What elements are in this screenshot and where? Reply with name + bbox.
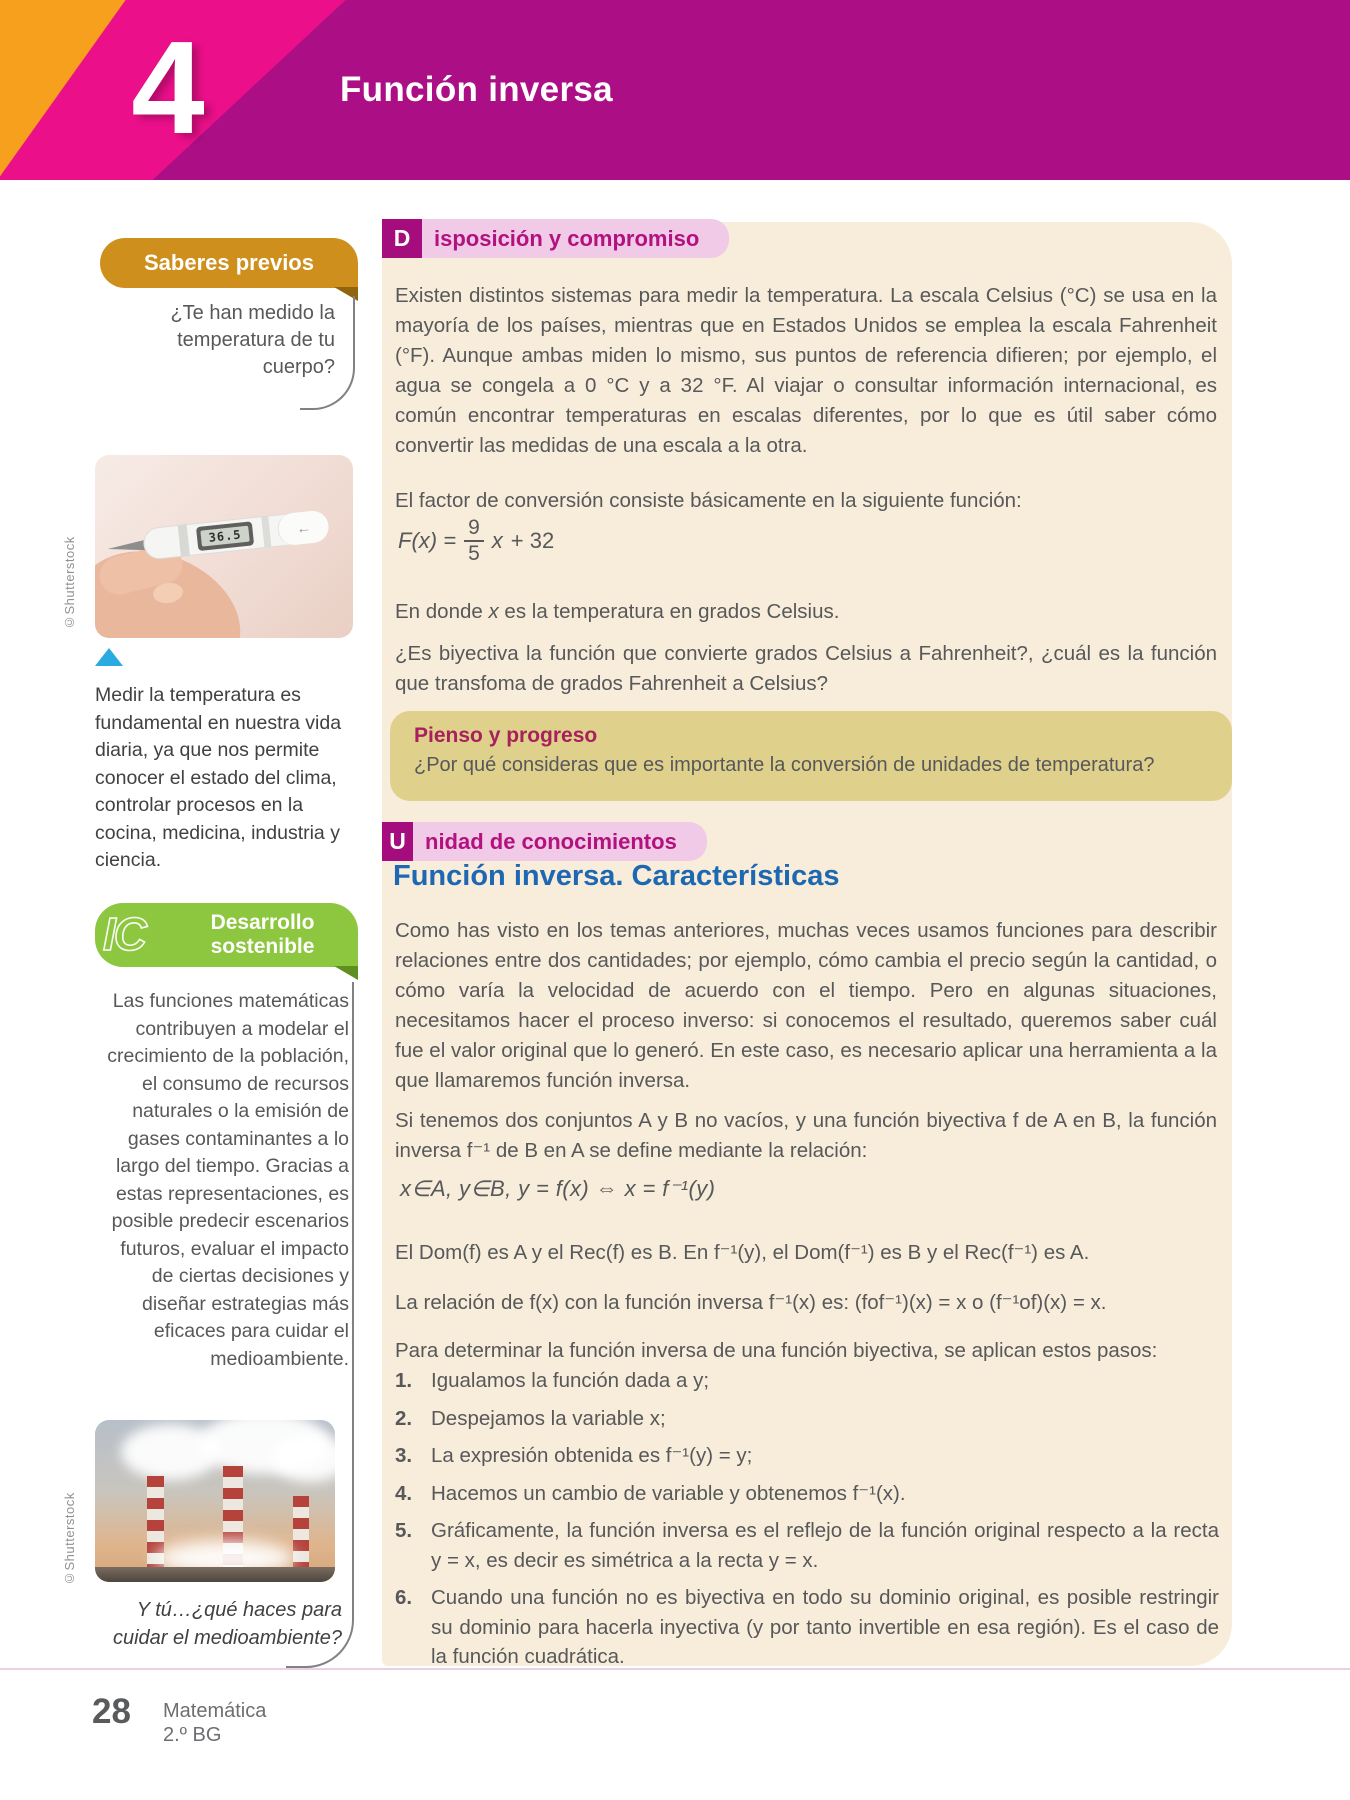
disposicion-compromiso-band	[382, 219, 729, 258]
desarrollo-sostenible-text: Las funciones matemáticas contribuyen a modelar el crecimiento de la población, el consumo de recursos naturales o la emisión de gases contaminantes a lo largo del tiempo. Gracias a estas representaciones, es posible predecir escenarios futuros, evaluar el impacto de ciertas decisiones y diseñar estrategias más eficaces para cuidar el medioambiente.	[107, 990, 349, 1370]
step-item	[395, 1583, 1219, 1672]
step-text: Gráficamente, la función inversa es el reflejo de la función original respecto a la recta y = x, es decir es simétrica a la recta y = x.	[431, 1519, 1219, 1572]
step-text: Cuando una función no es biyectiva en todo su dominio original, es posible restringir su dominio para hacerla inyectiva (y por tanto invertible en esa región). Es el caso de la función cuadrática.	[431, 1586, 1219, 1668]
step-text: Hacemos un cambio de variable y obtenemos f⁻¹(x).	[431, 1481, 906, 1505]
step-text: Despejamos la variable x;	[431, 1406, 666, 1430]
section-title: Función inversa. Características	[393, 860, 840, 892]
digital-thermometer-illustration	[142, 509, 330, 560]
desarrollo-line2: sostenible	[210, 935, 315, 958]
step-number: 4.	[395, 1481, 413, 1505]
saberes-previos-tab	[100, 238, 358, 288]
step-number: 3.	[395, 1444, 413, 1467]
smokestacks-photo	[95, 1420, 335, 1582]
fraction-numerator: 9	[468, 516, 480, 539]
disposicion-label: isposición y compromiso	[422, 219, 729, 258]
step-number: 5.	[395, 1519, 413, 1542]
fraction-denominator: 5	[464, 540, 484, 566]
inverse-relation-formula: x∈A, y∈B, y = f(x) ⇔ x = f⁻¹(y)	[400, 1176, 716, 1201]
book-grade: 2.º BG	[163, 1724, 222, 1746]
caption-marker-icon	[95, 648, 123, 666]
chimney-illustration	[293, 1496, 309, 1568]
where-variable: x	[488, 600, 499, 623]
page-header	[0, 0, 1350, 180]
step-item	[395, 1516, 1219, 1575]
unidad-conocimientos-band	[382, 822, 707, 861]
step-number: 6.	[395, 1586, 413, 1609]
paragraph-intro: Existen distintos sistemas para medir la temperatura. La escala Celsius (°C) se usa en la mayoría de los países, mientras que en Estados Unidos se emplea la escala Fahrenheit (°F). Aunque ambas miden lo mismo, sus puntos de referencia difieren; por ejemplo, el agua se congela a 0 °C y a 32 °F. Al viajar o consultar información internacional, es común encontrar temperaturas en escalas diferentes, por lo que es útil saber cómo convertir las medidas de una escala a la otra.	[395, 284, 1217, 457]
paragraph-composition: La relación de f(x) con la función inversa f⁻¹(x) es: (fof⁻¹)(x) = x o (f⁻¹of)(x) = x.	[395, 1291, 1107, 1314]
photo-credit: ©Shutterstock	[62, 1492, 77, 1586]
photo-caption-bottom: Y tú…¿qué haces para cuidar el medioambiente?	[112, 1599, 342, 1649]
smoke-plume	[271, 1434, 335, 1482]
footer-divider	[0, 1668, 1350, 1670]
thermometer-photo	[95, 455, 353, 638]
paragraph-factor: El factor de conversión consiste básicamente en la siguiente función:	[395, 489, 1022, 512]
ic-logo-icon: IC	[103, 908, 145, 960]
saberes-question: ¿Te han medido la temperatura de tu cuerpo?	[170, 302, 335, 378]
step-text: Igualamos la función dada a y;	[431, 1369, 710, 1392]
formula-constant: + 32	[510, 527, 555, 553]
where-post: es la temperatura en grados Celsius.	[498, 600, 840, 623]
step-item	[395, 1479, 1219, 1509]
formula-fraction	[464, 516, 484, 565]
pienso-progreso-box	[390, 711, 1232, 801]
paragraph-steps-intro: Para determinar la función inversa de una función biyectiva, se aplican estos pasos:	[395, 1339, 1158, 1362]
desarrollo-sostenible-tab	[95, 903, 358, 967]
paragraph-domain: El Dom(f) es A y el Rec(f) es B. En f⁻¹(y), el Dom(f⁻¹) es B y el Rec(f⁻¹) es A.	[395, 1241, 1090, 1264]
formula-variable: x	[491, 527, 503, 553]
paragraph-describe: Como has visto en los temas anteriores, muchas veces usamos funciones para describir relaciones entre dos cantidades; por ejemplo, cómo cambia el precio según la cantidad, o cómo varía la velocidad de acuerdo con el tiempo. Pero en algunas situaciones, necesitamos hacer el proceso inverso: si conocemos el resultado, queremos saber cuál fue el valor original que lo generó. En este caso, es necesario aplicar una herramienta a la que llamaremos función inversa.	[395, 919, 1217, 1092]
ground-silhouette	[95, 1567, 335, 1582]
saberes-previos-label: Saberes previos	[144, 250, 314, 275]
unidad-label: nidad de conocimientos	[413, 822, 707, 861]
step-text: La expresión obtenida es f⁻¹(y) = y;	[431, 1444, 753, 1467]
book-subject: Matemática	[163, 1700, 267, 1722]
where-pre: En donde	[395, 600, 489, 623]
page-number: 28	[92, 1692, 131, 1731]
step-number: 1.	[395, 1369, 413, 1392]
inverse-function-steps	[395, 1366, 1219, 1680]
step-item	[395, 1366, 1219, 1396]
step-item	[395, 1404, 1219, 1434]
paragraph-sets: Si tenemos dos conjuntos A y B no vacíos, y una función biyectiva f de A en B, la función inversa f⁻¹ de B en A se define mediante la relación:	[395, 1109, 1217, 1162]
formula-lhs: F(x) =	[398, 527, 457, 553]
pienso-text: ¿Por qué consideras que es importante la conversión de unidades de temperatura?	[414, 754, 1155, 776]
unit-number: 4	[131, 14, 205, 161]
tab-fold-icon	[334, 966, 358, 980]
desarrollo-sostenible-label	[175, 911, 350, 959]
conversion-formula	[398, 516, 554, 565]
thermometer-reading: 36.5	[200, 526, 249, 547]
step-item	[395, 1441, 1219, 1471]
unidad-initial: U	[382, 822, 413, 861]
paragraph-where	[395, 597, 1217, 627]
book-info	[163, 1699, 266, 1747]
pienso-title: Pienso y progreso	[414, 724, 598, 747]
disposicion-initial: D	[382, 219, 422, 258]
callout-bracket	[300, 296, 355, 410]
desarrollo-line1: Desarrollo	[210, 911, 315, 934]
photo-caption-top: Medir la temperatura es fundamental en nuestra vida diaria, ya que nos permite conocer el estado del clima, controlar procesos en la cocina, medicina, industria y ciencia.	[95, 684, 342, 871]
photo-credit: ©Shutterstock	[62, 536, 77, 630]
back-arrow-icon: ←	[276, 509, 330, 546]
page-title: Función inversa	[340, 70, 613, 109]
paragraph-question: ¿Es biyectiva la función que convierte grados Celsius a Fahrenheit?, ¿cuál es la función que transfoma de grados Fahrenheit a Celsius?	[395, 642, 1217, 695]
step-number: 2.	[395, 1406, 413, 1430]
